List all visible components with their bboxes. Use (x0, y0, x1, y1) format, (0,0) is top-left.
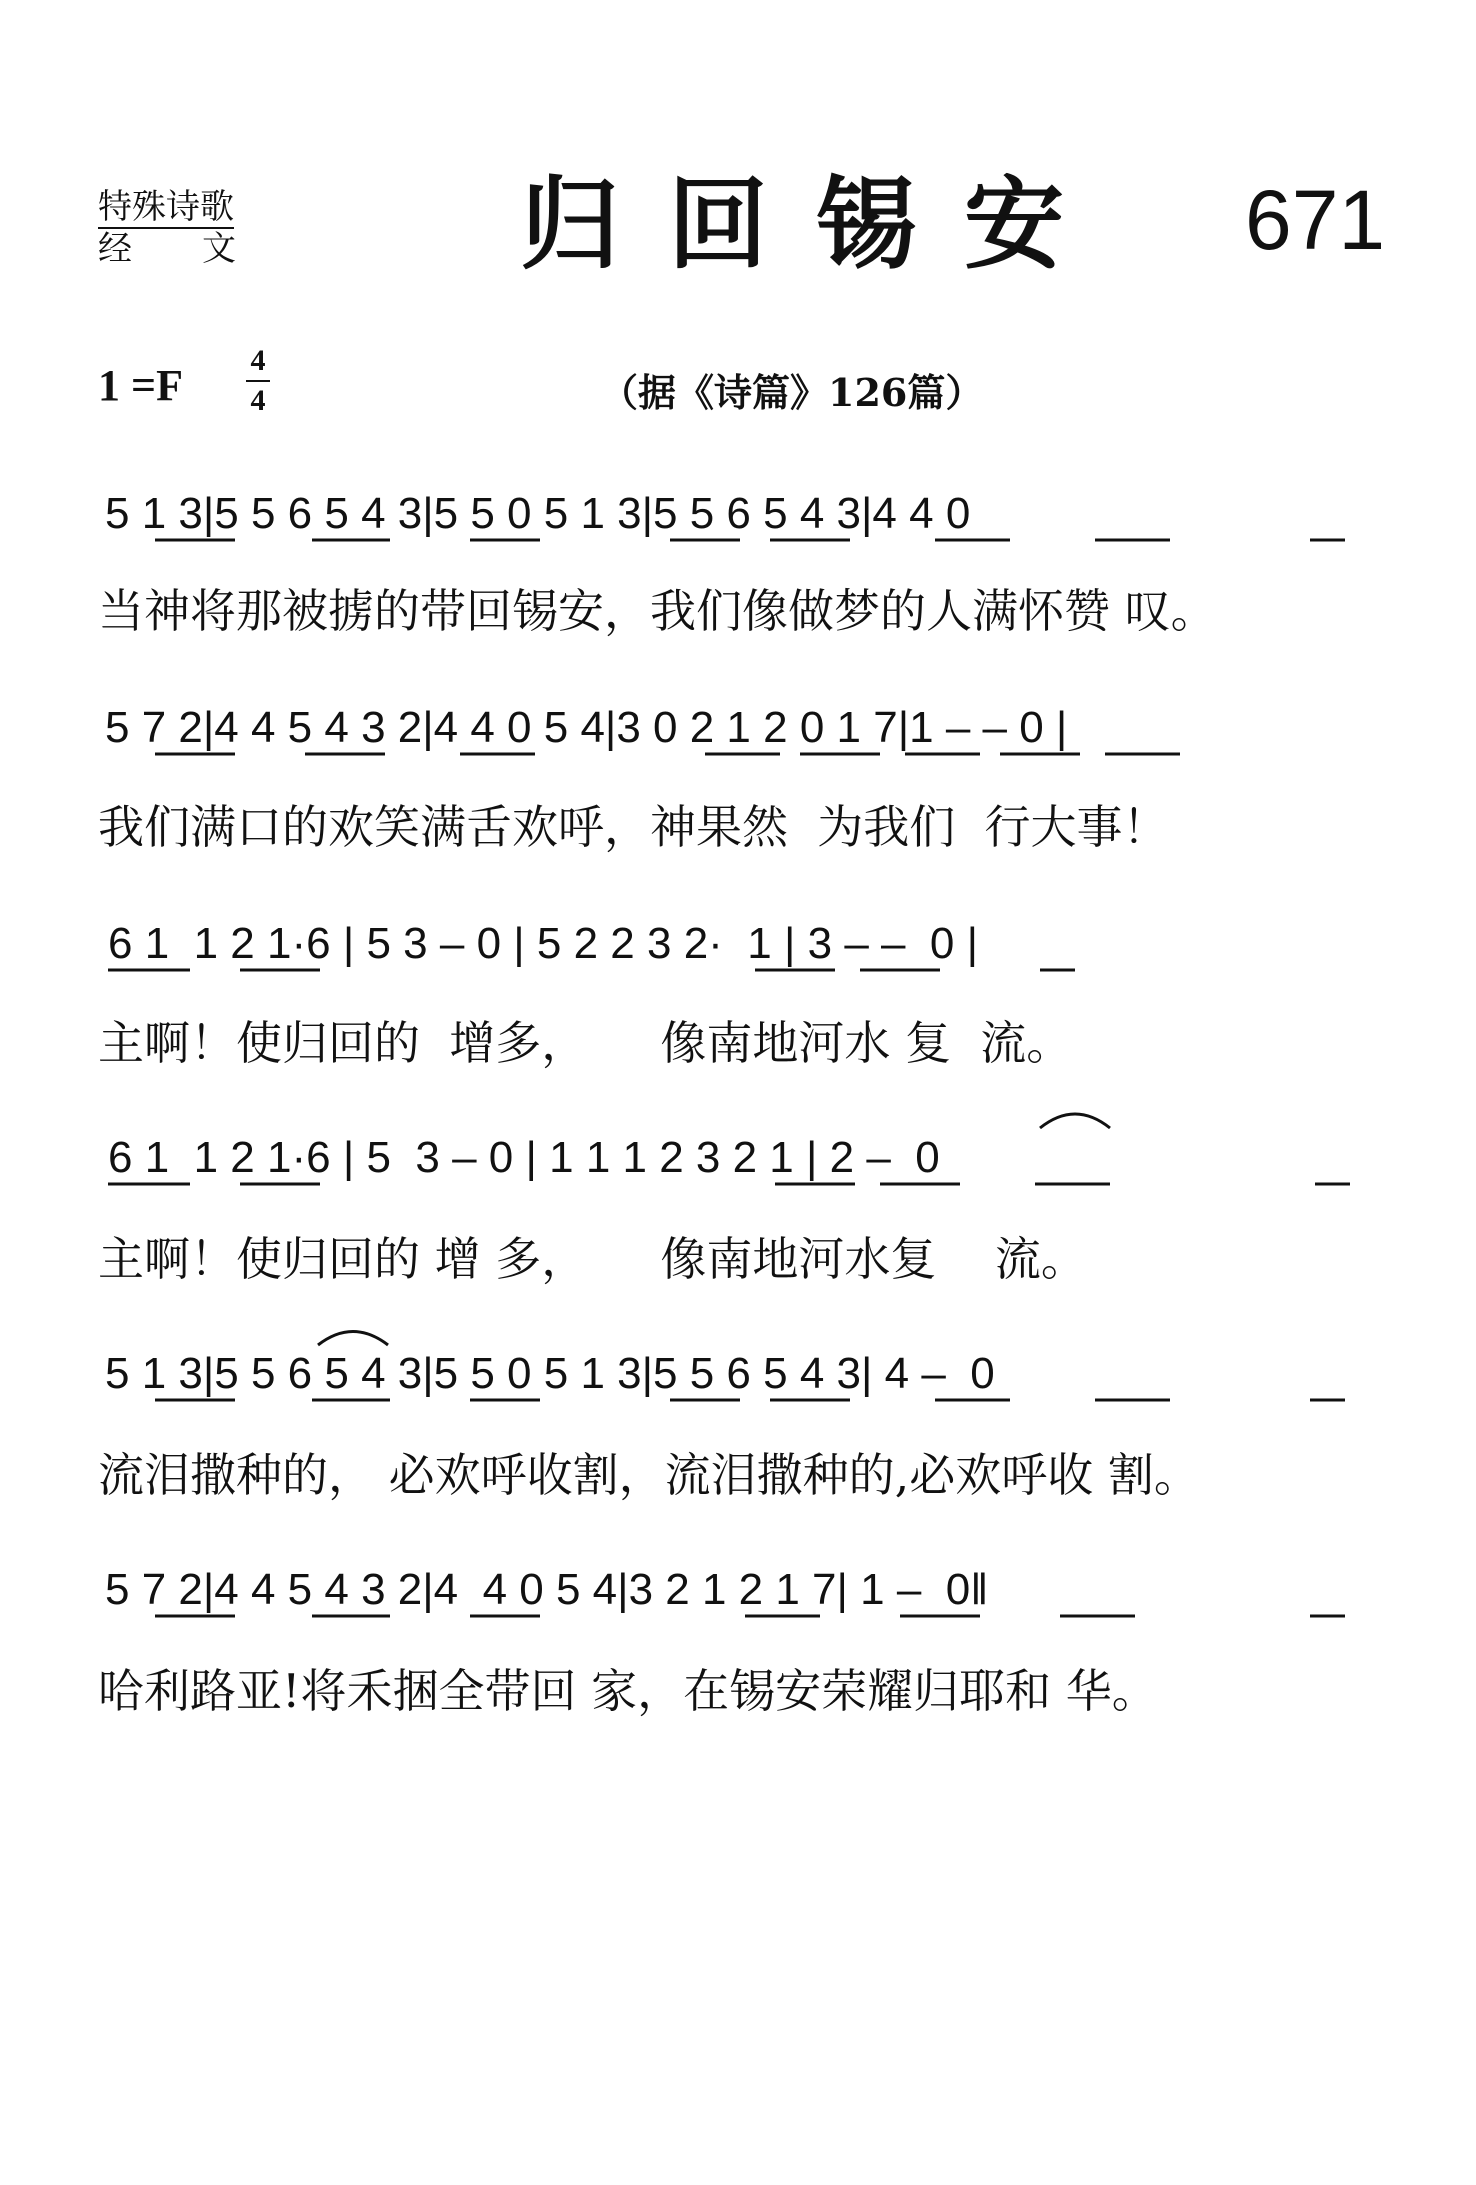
hymn-title: 归回锡安 (520, 166, 1112, 283)
lyric-line-5: 流泪撒种的， 必欢呼收割，流泪撒种的,必欢呼收 割。 (98, 1448, 1200, 1502)
notation-line-2: 5 7 2|4 4 5 4 3 2|4 4 0 5 4|3 0 2 1 2 0 1 7|1 – – 0 | (105, 703, 1068, 752)
notation-line-5: 5 1 3|5 5 6 5 4 3|5 5 0 5 1 3|5 5 6 5 4 3| 4 – 0 (105, 1349, 995, 1398)
notation-line-3: 6 1 1 2 1·6 | 5 3 – 0 | 5 2 2 3 2· 1 | 3 – – 0 | (108, 919, 979, 968)
category-sublabel-a: 经 (98, 229, 132, 269)
notation-line-1: 5 1 3|5 5 6 5 4 3|5 5 0 5 1 3|5 5 6 5 4 3|4 4 0 (105, 489, 971, 538)
scripture-source: （据《诗篇》126篇） (600, 370, 984, 415)
notation-line-4: 6 1 1 2 1·6 | 5 3 – 0 | 1 1 1 2 3 2 1 | 2 – 0 (108, 1133, 940, 1182)
lyric-line-2: 我们满口的欢笑满舌欢呼，神果然 为我们 行大事！ (98, 800, 1169, 854)
category-sublabel-b: 文 (202, 229, 236, 269)
key-signature: 1 =F (98, 361, 183, 410)
time-signature-bottom: 4 (250, 384, 266, 417)
lyric-line-6: 哈利路亚!将禾捆全带回 家，在锡安荣耀归耶和 华。 (98, 1664, 1158, 1718)
notation-line-6: 5 7 2|4 4 5 4 3 2|4 4 0 5 4|3 2 1 2 1 7| 1 – 0‖ (105, 1565, 989, 1614)
hymn-number: 671 (1245, 173, 1386, 267)
lyric-line-4: 主啊！使归回的 增 多， 像南地河水复 流。 (98, 1232, 1087, 1286)
category-label: 特殊诗歌 (98, 187, 234, 227)
time-signature-top: 4 (250, 344, 266, 377)
lyric-line-3: 主啊！使归回的 增多， 像南地河水 复 流。 (98, 1016, 1073, 1070)
lyric-line-1: 当神将那被掳的带回锡安，我们像做梦的人满怀赞 叹。 (98, 584, 1217, 638)
